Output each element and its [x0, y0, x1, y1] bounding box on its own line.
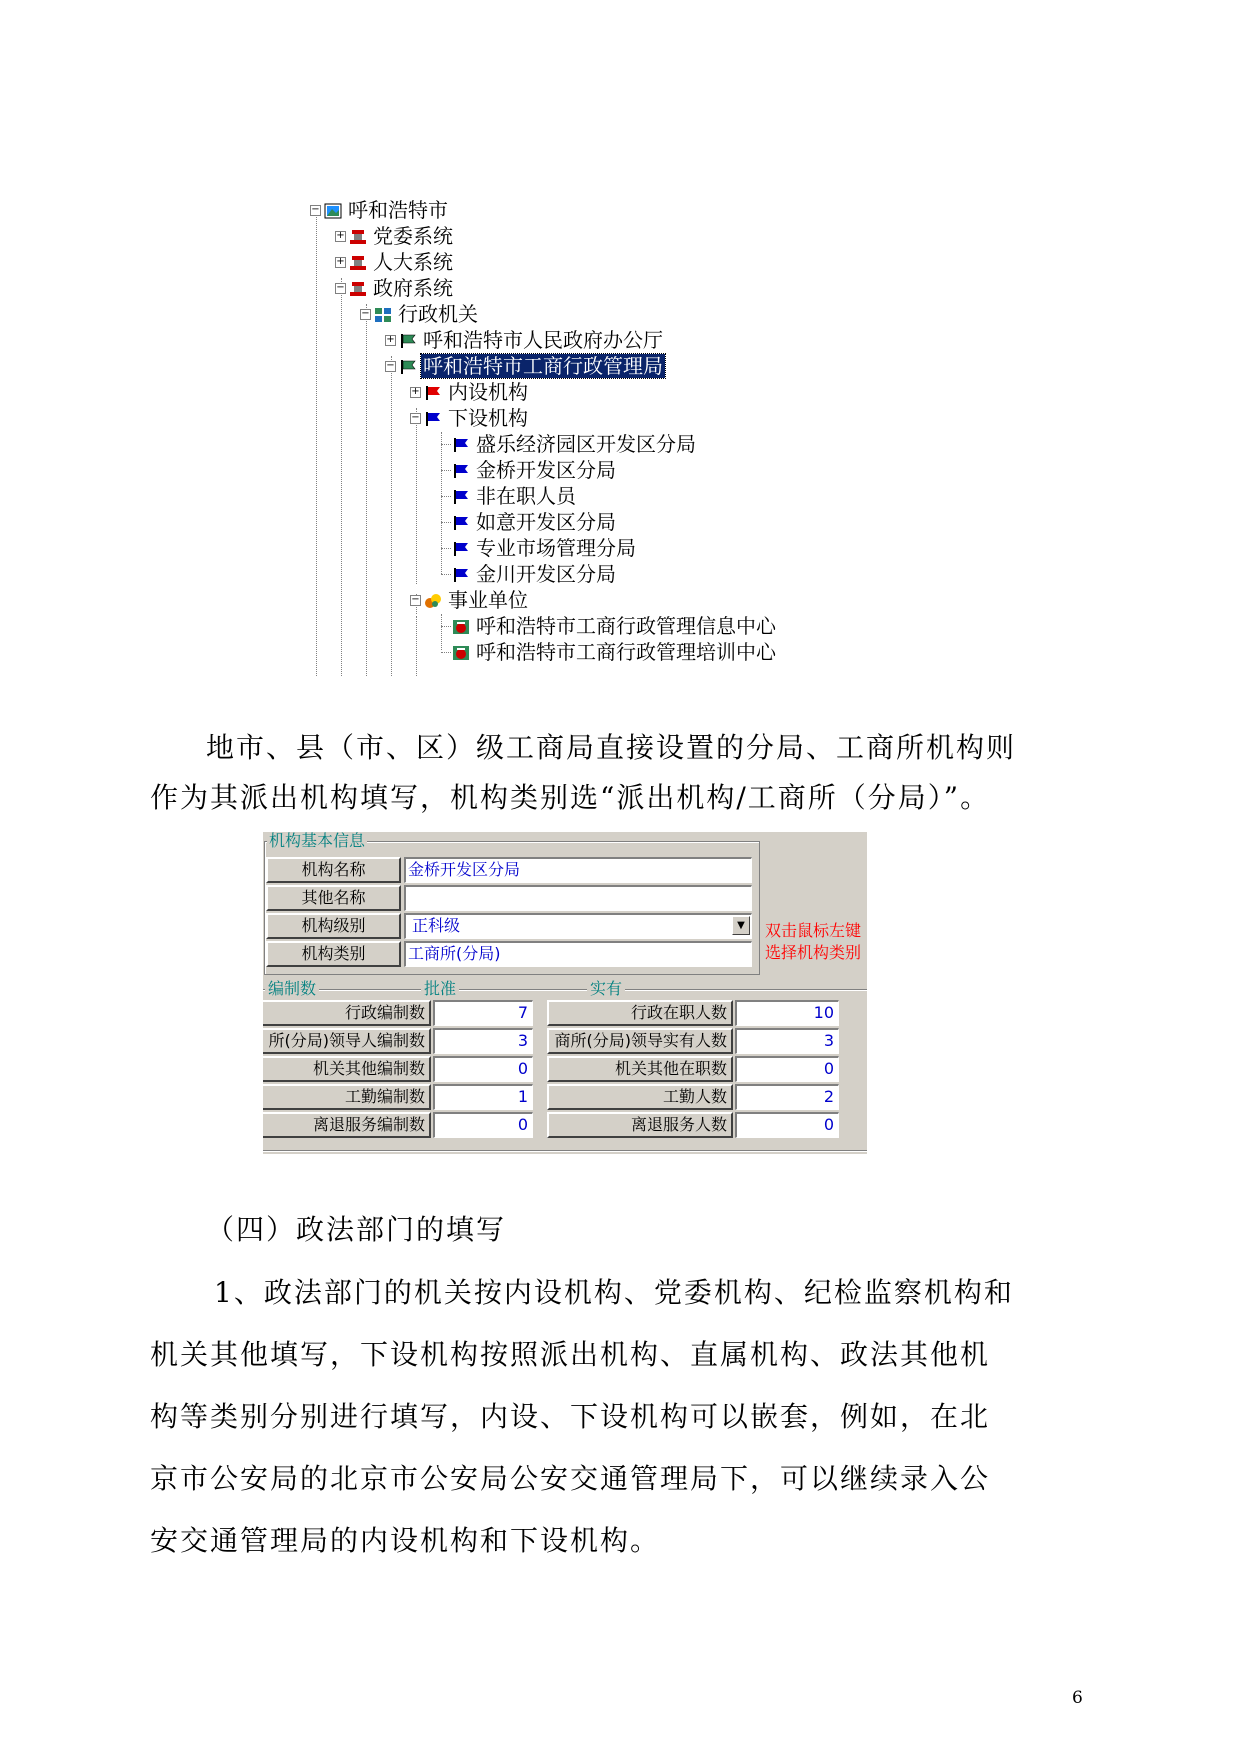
tree-node-label: 党委系统 — [373, 224, 453, 248]
other-name-input[interactable] — [404, 885, 752, 911]
system-icon — [349, 229, 367, 245]
tree-node-jinqiao-branch[interactable] — [452, 458, 618, 482]
other-name-label: 其他名称 — [266, 885, 401, 911]
org-type-label: 机构类别 — [266, 941, 401, 967]
org-group-icon — [374, 307, 392, 323]
tree-node-training-center[interactable] — [452, 640, 778, 664]
tree-node-label: 金桥开发区分局 — [476, 458, 616, 482]
hint-text-line1: 双击鼠标左键 — [765, 921, 862, 940]
expand-toggle[interactable]: + — [411, 386, 420, 397]
blue-flag-icon — [452, 489, 470, 505]
blue-flag-icon — [452, 567, 470, 583]
form-bottom-edge — [263, 1150, 867, 1152]
section-paragraph-line3: 构等类别分别进行填写，内设、下设机构可以嵌套，例如，在北 — [150, 1400, 991, 1433]
tree-node-info-center[interactable] — [452, 614, 778, 638]
tree-node-label: 事业单位 — [448, 588, 528, 612]
approved-retiree-service-input[interactable]: 0 — [433, 1112, 533, 1138]
tree-node-label: 呼和浩特市 — [348, 198, 448, 222]
blue-flag-icon — [424, 411, 442, 427]
expand-toggle[interactable]: + — [336, 230, 345, 241]
actual-retiree-service-label: 离退服务人数 — [547, 1112, 733, 1138]
tree-node-label: 如意开发区分局 — [476, 510, 616, 534]
tree-node-label: 行政机关 — [398, 302, 478, 326]
tree-node-label: 呼和浩特市工商行政管理信息中心 — [476, 614, 776, 638]
section-paragraph-line5: 安交通管理局的内设机构和下设机构。 — [150, 1524, 661, 1557]
page-number: 6 — [1072, 1688, 1083, 1708]
unit-icon — [452, 645, 470, 661]
tree-node-label: 呼和浩特市工商行政管理局 — [423, 354, 663, 378]
blue-flag-icon — [452, 463, 470, 479]
tree-node-ruyi-branch[interactable] — [452, 510, 618, 534]
red-flag-icon — [424, 385, 442, 401]
hint-text-line2: 选择机构类别 — [765, 943, 862, 962]
tree-node-label: 下设机构 — [448, 406, 528, 430]
org-name-label: 机构名称 — [266, 857, 401, 883]
blue-flag-icon — [452, 515, 470, 531]
blue-flag-icon — [452, 437, 470, 453]
tree-node-label: 呼和浩特市工商行政管理培训中心 — [476, 640, 776, 664]
tree-node-non-active-staff[interactable] — [452, 484, 578, 508]
basic-info-title: 机构基本信息 — [269, 832, 366, 850]
collapse-toggle[interactable]: − — [361, 308, 370, 319]
actual-logistics-staff-input[interactable]: 2 — [735, 1084, 839, 1110]
actual-logistics-staff-label: 工勤人数 — [547, 1084, 733, 1110]
approved-admin-staff-label: 行政编制数 — [263, 1000, 431, 1026]
green-flag-icon — [399, 333, 417, 349]
org-level-select[interactable] — [404, 913, 752, 939]
staffing-divider — [263, 989, 867, 991]
collapse-toggle[interactable]: − — [311, 204, 320, 215]
staffing-section-title: 编制数 — [265, 980, 319, 998]
approved-retiree-service-label: 离退服务编制数 — [263, 1112, 431, 1138]
org-level-label: 机构级别 — [266, 913, 401, 939]
tree-node-label: 金川开发区分局 — [476, 562, 616, 586]
tree-node-jinchuan-branch[interactable] — [452, 562, 618, 586]
tree-node-label: 政府系统 — [373, 276, 453, 300]
actual-leader-staff-input[interactable]: 3 — [735, 1028, 839, 1054]
collapse-toggle[interactable]: − — [386, 360, 395, 371]
institution-icon — [424, 593, 442, 609]
collapse-toggle[interactable]: − — [411, 412, 420, 423]
approved-other-staff-label: 机关其他编制数 — [263, 1056, 431, 1082]
actual-other-staff-label: 机关其他在职数 — [547, 1056, 733, 1082]
expand-toggle[interactable]: + — [386, 334, 395, 345]
paragraph-branch-rule-line2: 作为其派出机构填写，机构类别选“派出机构/工商所（分局）”。 — [150, 781, 991, 814]
actual-retiree-service-input[interactable]: 0 — [735, 1112, 839, 1138]
paragraph-branch-rule-line1: 地市、县（市、区）级工商局直接设置的分局、工商所机构则 — [206, 731, 1017, 764]
section-paragraph-line2: 机关其他填写，下设机构按照派出机构、直属机构、政法其他机 — [150, 1338, 991, 1371]
section-heading: （四）政法部门的填写 — [206, 1213, 507, 1246]
collapse-toggle[interactable]: − — [411, 594, 420, 605]
city-icon — [324, 203, 342, 219]
tree-node-label: 非在职人员 — [476, 484, 576, 508]
system-icon — [349, 255, 367, 271]
approved-other-staff-input[interactable]: 0 — [433, 1056, 533, 1082]
tree-node-label: 人大系统 — [373, 250, 453, 274]
tree-node-label: 盛乐经济园区开发区分局 — [476, 432, 696, 456]
collapse-toggle[interactable]: − — [336, 282, 345, 293]
approved-logistics-staff-input[interactable]: 1 — [433, 1084, 533, 1110]
org-tree — [310, 198, 830, 676]
tree-node-label: 专业市场管理分局 — [476, 536, 636, 560]
tree-node-shengle-branch[interactable] — [452, 432, 698, 456]
actual-section-title: 实有 — [587, 980, 625, 998]
approved-leader-staff-input[interactable]: 3 — [433, 1028, 533, 1054]
green-flag-icon — [399, 359, 417, 375]
actual-admin-staff-label: 行政在职人数 — [547, 1000, 733, 1026]
approved-admin-staff-input[interactable]: 7 — [433, 1000, 533, 1026]
approved-section-title: 批准 — [421, 980, 459, 998]
tree-node-label: 呼和浩特市人民政府办公厅 — [423, 328, 663, 352]
section-paragraph-line4: 京市公安局的北京市公安局公安交通管理局下，可以继续录入公 — [150, 1462, 991, 1495]
chevron-down-icon[interactable]: ▼ — [732, 916, 750, 935]
actual-leader-staff-label: 商所(分局)领导实有人数 — [547, 1028, 733, 1054]
section-paragraph-line1: 1、政法部门的机关按内设机构、党委机构、纪检监察机构和 — [214, 1276, 1014, 1309]
approved-leader-staff-label: 所(分局)领导人编制数 — [263, 1028, 431, 1054]
approved-logistics-staff-label: 工勤编制数 — [263, 1084, 431, 1110]
unit-icon — [452, 619, 470, 635]
actual-other-staff-input[interactable]: 0 — [735, 1056, 839, 1082]
expand-toggle[interactable]: + — [336, 256, 345, 267]
actual-admin-staff-input[interactable]: 10 — [735, 1000, 839, 1026]
tree-node-market-branch[interactable] — [452, 536, 638, 560]
blue-flag-icon — [452, 541, 470, 557]
system-icon — [349, 281, 367, 297]
org-level-value: 正科级 — [412, 916, 461, 935]
org-info-form — [263, 832, 867, 1154]
tree-node-label: 内设机构 — [448, 380, 528, 404]
org-name-input[interactable]: 金桥开发区分局 — [404, 857, 752, 883]
org-type-input[interactable]: 工商所(分局) — [404, 941, 752, 967]
